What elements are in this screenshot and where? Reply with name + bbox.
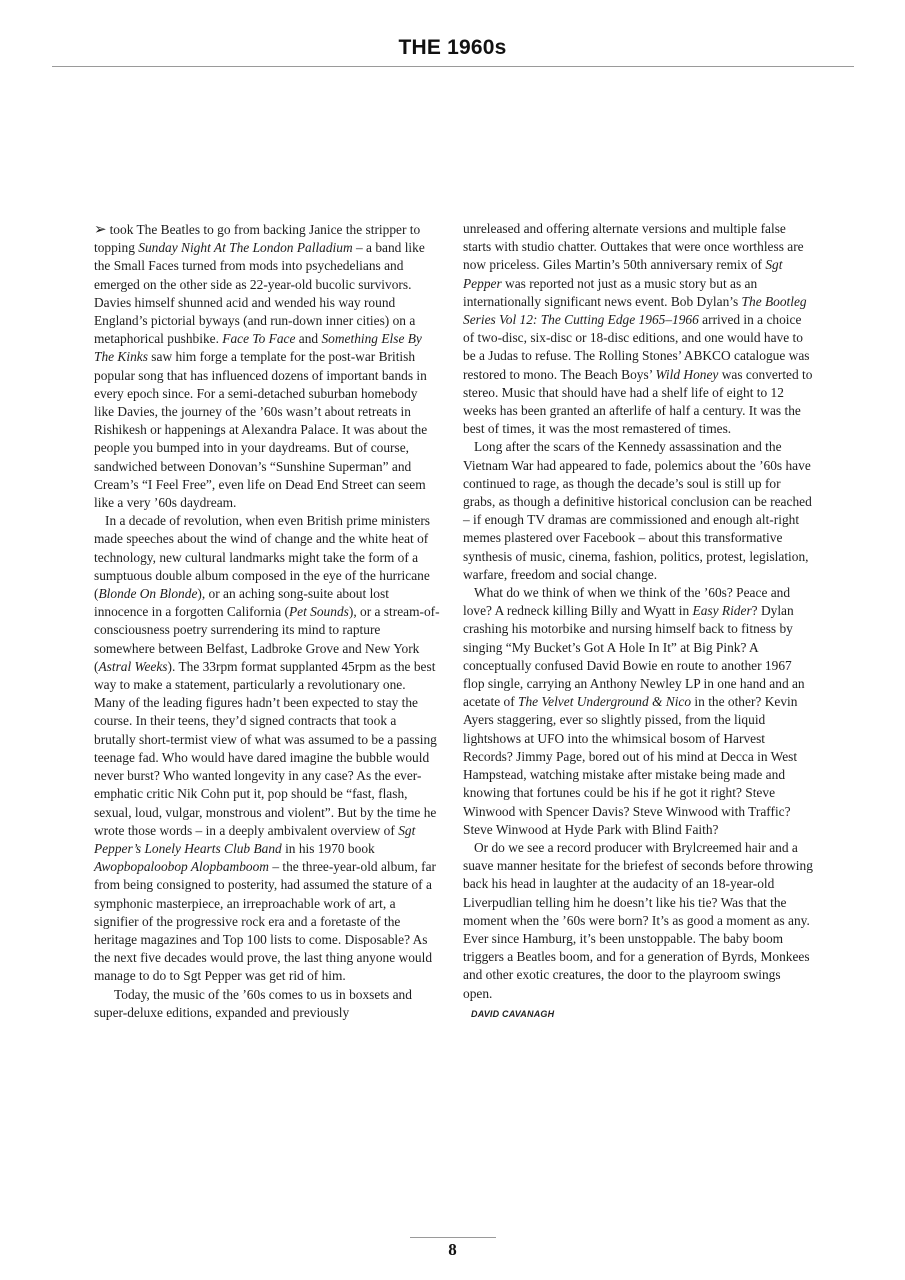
article-paragraph bbox=[463, 584, 813, 839]
italic-title: Sunday Night At The London Palladium bbox=[138, 240, 353, 256]
italic-title: Sgt Pepper bbox=[463, 257, 783, 291]
article-column-right bbox=[463, 220, 813, 1023]
text-run: ? Dylan crashing his motorbike and nursing himself back to fitness by singing “My Bucket’s Got A Hole In It” at Big Pink? A conceptually confused David Bowie en route to another 1967 flop single, carrying an Anthony Newley LP in one hand and an acetate of bbox=[463, 603, 805, 710]
text-run: arrived in a choice of two-disc, six-disc or 18-disc editions, and one would have to be a Judas to refuse. The Rolling Stones’ ABKCO catalogue was restored to mono. The Beach Boys’ bbox=[463, 312, 810, 382]
paragraph-text bbox=[94, 513, 440, 983]
paragraph-text bbox=[463, 221, 812, 436]
italic-title: Sgt Pepper’s Lonely Hearts Club Band bbox=[94, 822, 416, 856]
text-run: ), or an aching song-suite about lost innocence in a forgotten California ( bbox=[94, 586, 389, 620]
italic-title: The Bootleg Series Vol 12: The Cutting Edge 1965–1966 bbox=[463, 293, 807, 328]
text-run: In a decade of revolution, when even British prime ministers made speeches about the wind of change and the white heat of technology, new cultural landmarks might take the form of a sumptuous double album composed in the eye of the hurricane ( bbox=[94, 513, 431, 602]
paragraph-text bbox=[94, 987, 412, 1020]
article-paragraph bbox=[94, 986, 440, 1022]
author-byline: DAVID CAVANAGH bbox=[471, 1008, 555, 1019]
italic-title: The Velvet Underground & Nico bbox=[518, 694, 692, 710]
text-run: in his 1970 book bbox=[281, 840, 375, 856]
article-paragraph bbox=[94, 512, 440, 985]
article-paragraph bbox=[463, 438, 813, 584]
italic-title: Wild Honey bbox=[655, 366, 719, 382]
article-column-left bbox=[94, 220, 440, 1022]
article-paragraph bbox=[94, 220, 440, 512]
italic-title: Pet Sounds bbox=[288, 604, 349, 620]
text-run: ). The 33rpm format supplanted 45rpm as the best way to make a statement, particularly a revolutionary one. Many of the leading figures hadn’t been expected to stay the course. In their teens, they’d signed contracts that took a brutally short-termist view of what was assumed to be a passing teenage fad. Who would have dared imagine the bubble would never burst? Who wanted longevity in any case? As the ever-emphatic critic Nik Cohn put it, pop should be “fast, flash, sexual, loud, vulgar, monstrous and violent”. But by the time he wrote those words – in a deeply ambivalent overview of bbox=[94, 658, 437, 838]
italic-title: Something Else By The Kinks bbox=[94, 331, 422, 365]
page-number: 8 bbox=[448, 1240, 457, 1259]
text-run: unreleased and offering alternate versions and multiple false starts with studio chatter. Outtakes that were once worthless are now priceless. Giles Martin’s 50th anniversary remix of bbox=[463, 221, 804, 273]
paragraph-text bbox=[463, 439, 812, 581]
header-divider bbox=[52, 66, 854, 67]
text-run: saw him forge a template for the post-war British popular song that has influenced dozens of important bands in every epoch since. For a semi-detached suburban homebody like Davies, the journey of the ’60s wasn’t about retreats in Rishikesh or happenings at Alexandra Palace. It was about the people you bumped into in your daydreams. But of course, sandwiched between Donovan’s “Sunshine Superman” and Cream’s “I Feel Free”, even life on Dead End Street can seem like a very ’60s daydream. bbox=[94, 349, 428, 511]
paragraph-text bbox=[94, 222, 427, 510]
footer-divider bbox=[410, 1237, 496, 1238]
italic-title: Astral Weeks bbox=[98, 658, 168, 674]
text-run: Or do we see a record producer with Brylcreemed hair and a suave manner hesitate for the briefest of seconds before throwing back his head in laughter at the audacity of an 18-year-old Liverpudlian telling him he doesn’t like his tie? Was that the moment when the ’60s were born? It’s as good a moment as any. Ever since Hamburg, it’s been unstoppable. The baby boom triggers a Beatles boom, and for a generation of Byrds, Monkees and other exotic creatures, the door to the playroom swings open. bbox=[463, 839, 813, 1001]
text-run: – the three-year-old album, far from being consigned to posterity, had assumed the stature of a symphonic masterpiece, an irreproachable work of art, a signifier of the progressive rock era and a foretaste of the heritage magazines and Top 100 lists to come. Disposable? As the next five decades would prove, the last thing anyone would manage to do to Sgt Pepper was get rid of him. bbox=[94, 859, 437, 984]
text-run: in the other? Kevin Ayers staggering, ever so slightly pissed, from the liquid lightshows at UFO into the whimsical bosom of Harvest Records? Jimmy Page, bored out of his mind at Decca in West Hampstead, watching mistake after mistake being made and knowing that fortunes could be his if he got it right? Steve Winwood with Spencer Davis? Steve Winwood with Traffic? Steve Winwood at Hyde Park with Blind Faith? bbox=[463, 694, 798, 837]
text-run: What do we think of when we think of the ’60s? Peace and love? A redneck killing Billy and Wyatt in bbox=[463, 585, 791, 619]
text-run: was converted to stereo. Music that should have had a shelf life of eight to 12 weeks has been granted an afterlife of half a century. It was the best of times, it was the most remastered of times. bbox=[463, 366, 813, 437]
arrow-right-icon: ➢ bbox=[94, 220, 107, 238]
text-run: and bbox=[295, 331, 322, 347]
italic-title: Awopbopaloobop Alopbamboom bbox=[94, 859, 269, 875]
article-paragraph bbox=[463, 839, 813, 1003]
italic-title: Blonde On Blonde bbox=[98, 586, 198, 602]
page-title: THE 1960s bbox=[398, 36, 507, 59]
text-run: – a band like the Small Faces turned from mods into psychedelians and emerged on the other side as 22-year-old bucolic survivors. Davies himself shunned acid and wended his way round England’s pictorial byways (and run-down inner cities) on a metaphorical pushbike. bbox=[94, 240, 425, 347]
article-paragraph bbox=[463, 220, 813, 438]
italic-title: Face To Face bbox=[222, 331, 296, 347]
text-run: was reported not just as a music story but as an internationally significant news event. Bob Dylan’s bbox=[463, 275, 758, 309]
italic-title: Easy Rider bbox=[692, 603, 752, 619]
text-run: ), or a stream-of-consciousness poetry surrendering its mind to rapture somewhere between Belfast, Ladbroke Grove and New York ( bbox=[94, 604, 440, 674]
text-run: Long after the scars of the Kennedy assassination and the Vietnam War had appeared to fade, polemics about the ’60s have continued to rage, as though the decade’s soul is still up for grabs, as though a definitive historical conclusion can be reached – if enough TV dramas are commissioned and enough alt-right memes plastered over Facebook – about this transformative synthesis of music, cinema, fashion, politics, protest, legislation, warfare, freedom and social change. bbox=[463, 439, 812, 582]
text-run: Today, the music of the ’60s comes to us in boxsets and super-deluxe editions, expanded and previously bbox=[94, 986, 412, 1020]
text-run: took The Beatles to go from backing Janice the stripper to topping bbox=[94, 222, 421, 256]
paragraph-text bbox=[463, 585, 805, 837]
paragraph-text bbox=[463, 840, 813, 1001]
